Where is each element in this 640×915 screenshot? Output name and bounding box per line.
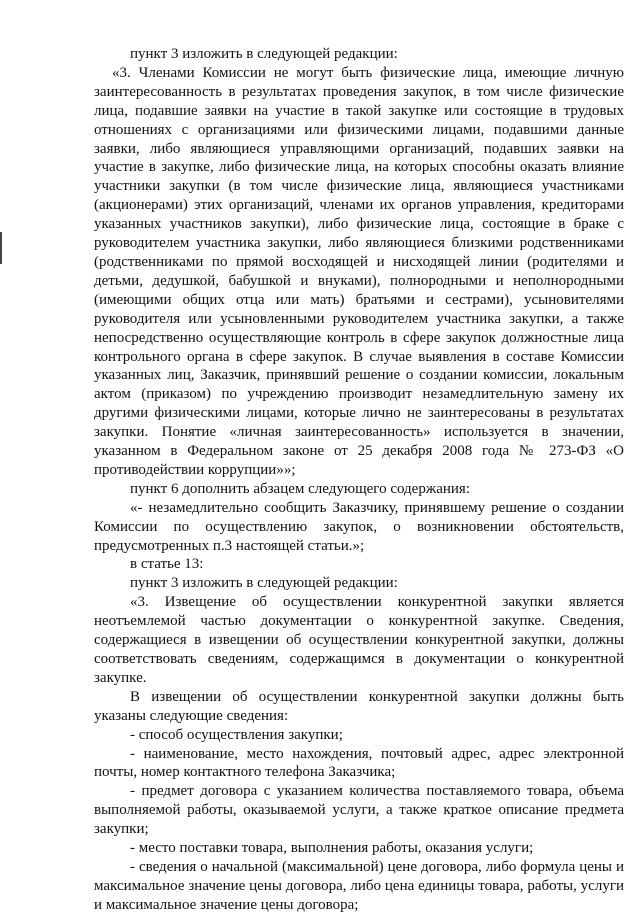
paragraph-1: пункт 3 изложить в следующей редакции: [130,46,398,62]
list-item-method: - способ осуществления закупки; [130,726,343,743]
paragraph-8: В извещении об осуществлении конкурентной закупки должны быть указаны следующие сведения: [94,688,624,724]
list-item-contract-subject: - предмет договора с указанием количества поставляемого товара, объема выполняемой работы, оказываемой услуги, а также краткое описание предмета закупки; [94,783,624,838]
list-item-delivery-place: - место поставки товара, выполнения работы, оказания услуги; [130,840,534,857]
paragraph-2: «3. Членами Комиссии не могут быть физические лица, имеющие личную заинтересованность в результатах проведения закупок, в том числе физические лица, подавшие заявки на участие в такой закупке или состоящие в трудовых отношениях с организациями или физическими лицами, подавшими данные заявки, либо являющиеся управляющими организаций, подавших заявки на участие в закупке, либо физические лица, на которых способны оказать влияние участники закупки (в том числе физические лица, являющиеся участниками (акционерами) этих организаций, членами их органов управления, кредиторами указанных участников закупки), либо физические лица, состоящие в браке с руководителем участника закупки, либо являющиеся близкими родственниками (родственниками по прямой восходящей и нисходящей линии (родителями и детьми, дедушкой, бабушкой и внуками), полнородными и неполнородными (имеющими общих отца или мать) братьями и сестрами), усыновителями руководителя или усыновленными руководителем участника закупки, а также непосредственно осуществляющие контроль в сфере закупок должностные лица контрольного органа в сфере закупок. В случае выявления в составе Комиссии указанных лиц, Заказчик, принявший решение о создании комиссии, локальным актом (приказом) по учреждению производит незамедлительную замену их другими физическими лицами, которые лично не заинтересованы в результатах закупки. Понятие «личная заинтересованность» используется в значении, указанном в Федеральном законе от 25 декабря 2008 года № 273-ФЗ «О противодействии коррупции»»; [94,64,624,478]
paragraph-6: пункт 3 изложить в следующей редакции: [130,575,398,592]
paragraph-5: в статье 13: [130,556,204,573]
list-item-price-info: - сведения о начальной (максимальной) цене договора, либо формула цены и максимальное значение цены договора, либо цена единицы товара, работы, услуги и максимальное значение цены договора; [94,858,624,913]
document-page [94,45,624,915]
paragraph-3: пункт 6 дополнить абзацем следующего содержания: [130,480,470,497]
paragraph-4: «- незамедлительно сообщить Заказчику, принявшему решение о создании Комиссии по осуществлению закупок, о возникновении обстоятельств, предусмотренных п.3 настоящей статьи.»; [94,499,624,554]
paragraph-7: «3. Извещение об осуществлении конкурентной закупки является неотъемлемой частью документации о конкурентной закупке. Сведения, содержащиеся в извещении об осуществлении конкурентной закупки, должны соответствовать сведениям, содержащимся в документации о конкурентной закупке. [94,594,624,686]
scan-edge-mark [0,232,2,264]
list-item-customer-details: - наименование, место нахождения, почтовый адрес, адрес электронной почты, номер контактного телефона Заказчика; [94,745,624,781]
